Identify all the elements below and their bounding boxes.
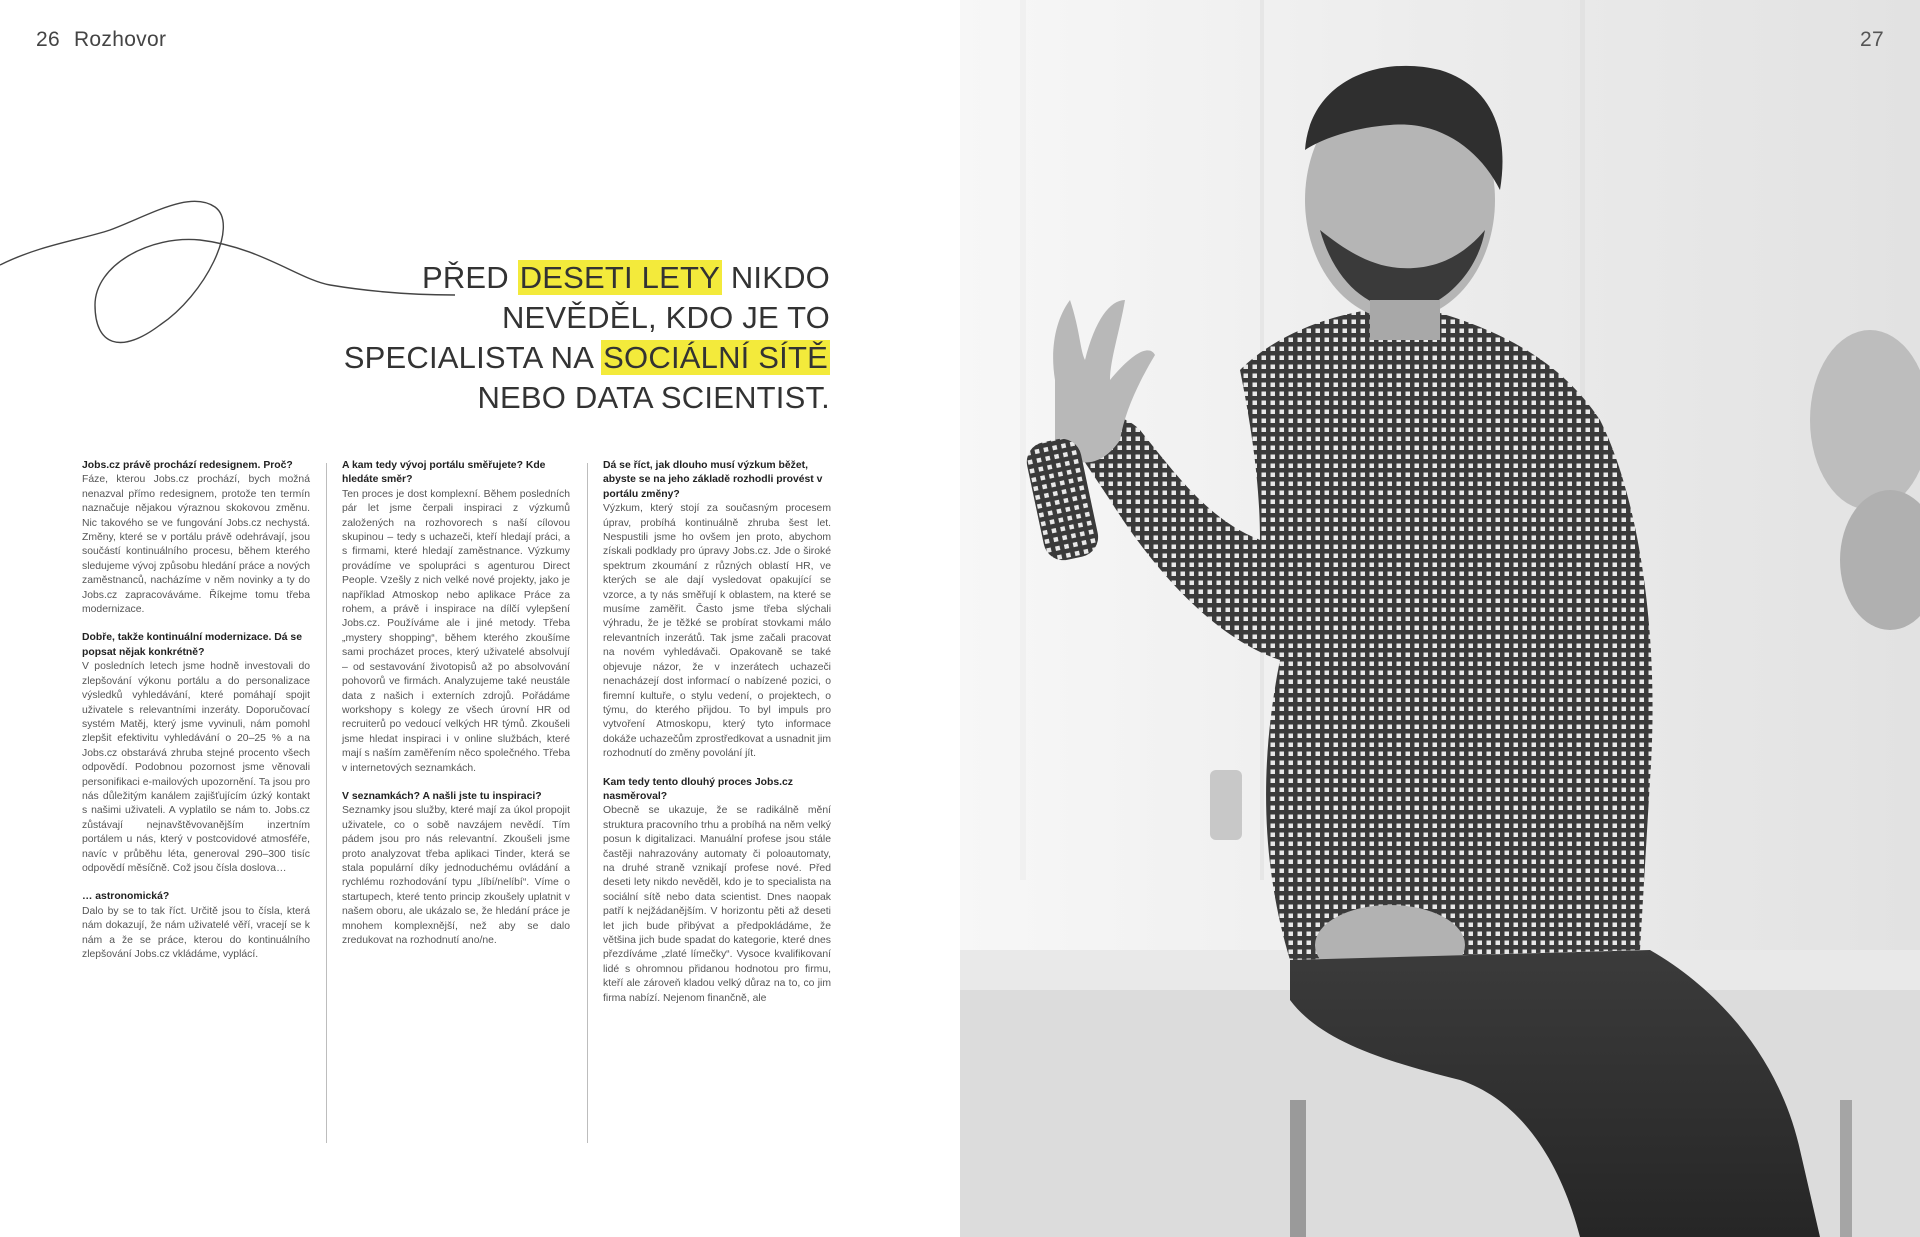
interview-question: A kam tedy vývoj portálu směřujete? Kde hledáte směr? bbox=[342, 460, 546, 486]
page-number-left: 26 bbox=[36, 28, 60, 51]
quote-highlight: SOCIÁLNÍ SÍTĚ bbox=[603, 340, 828, 375]
quote-text: PŘED bbox=[421, 260, 518, 295]
interview-answer: Dalo by se to tak říct. Určitě jsou to čísla, která nám dokazují, že nám uživatelé věří, vracejí se k nám a že se práce, kterou do kontinuálního zlepšování Jobs.cz vkládáme, vyplácí. bbox=[82, 905, 310, 960]
quote-highlight: DESETI LETY bbox=[519, 260, 720, 295]
text-column-2 bbox=[342, 459, 570, 962]
text-column-3 bbox=[603, 459, 831, 1020]
interview-question: Jobs.cz právě prochází redesignem. Proč? bbox=[82, 460, 293, 471]
text-column-1 bbox=[82, 459, 310, 976]
interview-answer: Obecně se ukazuje, že se radikálně mění struktura pracovního trhu a probíhá na něm velký posun k digitalizaci. Manuální profese jsou stále častěji nahrazovány automaty či poloautomaty, na druhé straně vznikají profese nové. Před deseti lety nikdo nevěděl, kdo je to specialista na sociální sítě nebo data scientist. Dnes naopak patří k nejžádanějším. V horizontu pěti až deseti let jich bude přibývat a předpokládáme, že většina jich bude spadat do kategorie, které dnes přezdíváme „zlaté límečky“. Vysoce kvalifikovaní lidé s ohromnou přidanou hodnotou pro firmu, kteří ale zároveň kladou velký důraz na to, co jim firma nabízí. Nejenom finančně, ale bbox=[603, 805, 831, 1004]
quote-text: NIKDO bbox=[722, 260, 830, 295]
portrait-photo bbox=[960, 0, 1920, 1237]
quote-text: NEVĚDĚL, KDO JE TO bbox=[501, 300, 830, 335]
interview-answer: Ten proces je dost komplexní. Během posledních pár let jsme čerpali inspiraci z výzkumů založených na rozhovorech s naší cílovou skupinou – tedy s uchazeči, kteří hledají práci, a s firmami, které hledají zaměstnance. Výzkumy provádíme ve spolupráci s agenturou Direct People. Vzešly z nich velké nové projekty, jako je například Atmoskop nebo aplikace Práce za rohem, a právě i inspirace na dílčí vylepšení Jobs.cz. Používáme ale i jiné metody. Třeba „mystery shopping“, během kterého zkoušíme sami procházet proces, který uživatelé absolvují – od sestavování životopisů až po absolvování pohovorů ve firmách. Analyzujeme také neustále data z našich i externích zdrojů. Pořádáme workshopy s kolegy ze všech úrovní HR od recruiterů po vedoucí velkých HR týmů. Zkoušeli jsme hledat inspiraci i v online službách, které mají s naším zaměřením něco společného. Třeba v internetových seznamkách. bbox=[342, 488, 570, 774]
page-number-right: 27 bbox=[1860, 28, 1884, 51]
interview-answer: V posledních letech jsme hodně investovali do zlepšování výkonu portálu a do personalizace výsledků vyhledávání, které pomáhají spojit uživatele s relevantními inzeráty. Doporučovací systém Matěj, který jsme vyvinuli, nám pomohl zlepšit efektivitu vyhledávání o 20–25 % a na Jobs.cz obstarává zhruba stejné procento všech odpovědí. Podobnou pozornost jsme věnovali personifikaci e-mailových upozornění. Ta jsou pro nás důležitým kanálem zajišťujícím úzký kontakt s našimi uživateli. A vyplatilo se nám to. Jobs.cz zůstávají nejnavštěvovanějším inzertním portálem u nás, který v postcovidové atmosféře, navíc v průběhu léta, generoval 290–300 tisíc odpovědí měsíčně. Což jsou čísla doslova… bbox=[82, 661, 310, 874]
column-divider bbox=[587, 463, 588, 1143]
section-title: Rozhovor bbox=[73, 28, 167, 51]
interview-question: Dá se říct, jak dlouho musí výzkum běžet, abyste se na jeho základě rozhodli provést v portálu změny? bbox=[603, 460, 823, 500]
running-header bbox=[36, 28, 166, 52]
right-page bbox=[960, 0, 1920, 1237]
pull-quote bbox=[310, 258, 830, 418]
quote-text: NEBO DATA SCIENTIST. bbox=[477, 380, 830, 415]
interview-question: … astronomická? bbox=[82, 891, 170, 903]
interview-question: Dobře, takže kontinuální modernizace. Dá se popsat nějak konkrétně? bbox=[82, 632, 302, 658]
column-divider bbox=[326, 463, 327, 1143]
interview-question: V seznamkách? A našli jste tu inspiraci? bbox=[342, 790, 542, 802]
interview-answer: Fáze, kterou Jobs.cz prochází, bych možná nenazval přímo redesignem, protože ten termín naznačuje nějakou výraznou skokovou změnu. Nic takového se ve fungování Jobs.cz nechystá. Změny, které se v portálu právě odehrávají, jsou součástí kontinuálního procesu, během kterého sledujeme vývoj způsobu hledání práce a nových zaměstnanců, nacházíme v něm novinky a ty do Jobs.cz zapracováváme. Říkejme tomu třeba modernizace. bbox=[82, 474, 310, 616]
interview-answer: Seznamky jsou služby, které mají za úkol propojit uživatele, co o sobě navzájem nevědí. Tím pádem jsou pro nás relevantní. Zkoušeli jsme proto analyzovat třeba aplikaci Tinder, která se stala populární díky jednoduchému ovládání a rychlému rozhodování typu „líbí/nelíbí“. Víme o startupech, které tento princip zkoušely uplatnit v našem oboru, ale ukázalo se, že hledání práce je mnohem komplexnější, než aby se dalo zredukovat na rozhodnutí ano/ne. bbox=[342, 805, 570, 946]
interview-answer: Výzkum, který stojí za současným procesem úprav, probíhá kontinuálně zhruba šest let. Nespustili jsme ho ovšem jen proto, abychom získali podklady pro úpravy Jobs.cz. Jde o široké spektrum zkoumání z různých oblastí HR, ve kterých se ale dají vysledovat opakující se vzorce, a ty nás směřují k oblastem, na které se musíme zaměřit. Často jsme třeba slýchali výhradu, že je těžké se probírat stovkami málo relevantních inzerátů. Tak jsme začali pracovat na novém vyhledávači. Opakovaně se také objevuje názor, že v inzerátech uchazeči nenacházejí dost informací o nabízené pozici, o firemní kultuře, o stylu vedení, o projektech, o týmu, do kterého přijdou. To byl impuls pro vytvoření Atmoskopu, který tyto informace dokáže uchazečům zprostředkovat a usnadnit jim rozhodnutí do změny povolání jít. bbox=[603, 503, 831, 760]
interview-question: Kam tedy tento dlouhý proces Jobs.cz nasměroval? bbox=[603, 776, 793, 802]
quote-text: SPECIALISTA NA bbox=[343, 340, 602, 375]
